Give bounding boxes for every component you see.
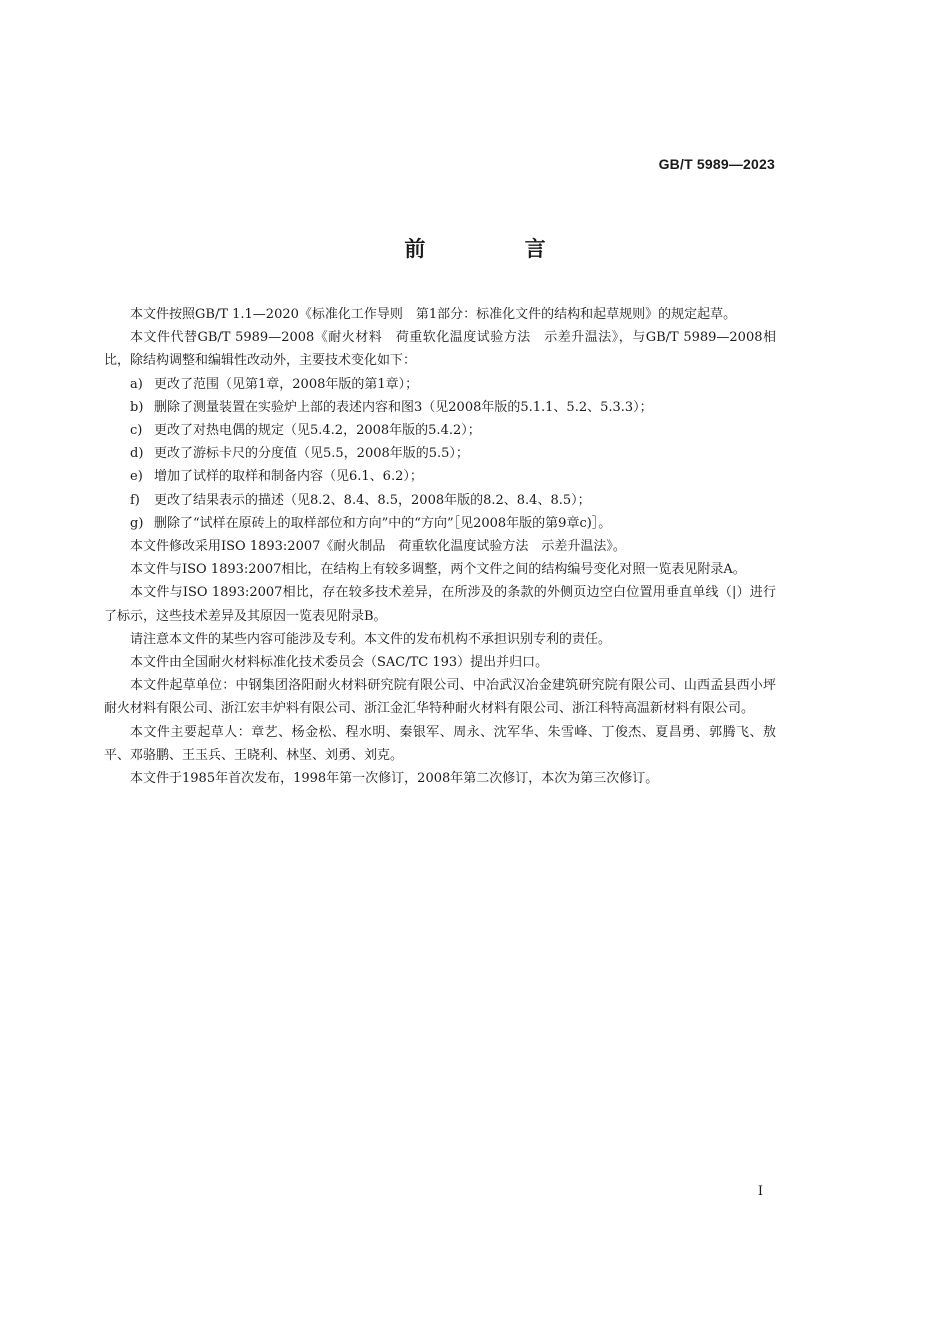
change-item bbox=[104, 373, 776, 396]
standard-code: GB/T 5989—2023 bbox=[658, 156, 775, 172]
change-item-text: 更改了范围（见第1章，2008年版的第1章）； bbox=[154, 376, 419, 392]
change-item-label: d) bbox=[130, 446, 144, 462]
change-item bbox=[104, 512, 776, 535]
change-item-label: c) bbox=[130, 423, 143, 439]
change-item-label: b) bbox=[130, 399, 144, 415]
paragraph-drafting-rules: 本文件按照GB/T 1.1—2020《标准化工作导则 第1部分：标准化文件的结构和起草规则》的规定起草。 bbox=[130, 307, 737, 322]
change-item bbox=[104, 396, 776, 419]
paragraph-drafters: 本文件主要起草人：章艺、杨金松、程水明、秦银军、周永、沈军华、朱雪峰、丁俊杰、夏昌勇、郭腾飞、敖平、邓骆鹏、王玉兵、王晓利、林坚、刘勇、刘克。 bbox=[104, 724, 776, 763]
change-item-text: 删除了“试样在原砖上的取样部位和方向”中的“方向”［见2008年版的第9章c)］。 bbox=[154, 515, 612, 531]
paragraph-patent-notice: 请注意本文件的某些内容可能涉及专利。本文件的发布机构不承担识别专利的责任。 bbox=[130, 631, 612, 647]
change-item-text: 更改了结果表示的描述（见8.2、8.4、8.5，2008年版的8.2、8.4、8.5）； bbox=[154, 492, 591, 508]
paragraph-iso-adoption: 本文件修改采用ISO 1893:2007《耐火制品 荷重软化温度试验方法 示差升温法》。 bbox=[130, 539, 626, 555]
paragraph-committee: 本文件由全国耐火材料标准化技术委员会（SAC/TC 193）提出并归口。 bbox=[130, 655, 549, 671]
paragraph-publication-history: 本文件于1985年首次发布，1998年第一次修订，2008年第二次修订，本次为第三次修订。 bbox=[130, 771, 659, 787]
change-item bbox=[104, 419, 776, 442]
paragraph-technical-differences: 本文件与ISO 1893:2007相比，存在较多技术差异，在所涉及的条款的外侧页边空白位置用垂直单线（|）进行了标示，这些技术差异及其原因一览表见附录B。 bbox=[104, 585, 776, 624]
change-item-text: 更改了游标卡尺的分度值（见5.5，2008年版的5.5）； bbox=[154, 446, 469, 462]
change-item bbox=[104, 465, 776, 488]
page-number: I bbox=[757, 1184, 763, 1199]
change-item-label: a) bbox=[130, 376, 143, 392]
change-item-text: 增加了试样的取样和制备内容（见6.1、6.2）； bbox=[154, 469, 423, 485]
change-item bbox=[104, 442, 776, 465]
change-item-label: f) bbox=[130, 492, 140, 508]
change-item-text: 删除了测量装置在实验炉上部的表述内容和图3（见2008年版的5.1.1、5.2、5.3.3）； bbox=[154, 399, 653, 415]
change-item-label: g) bbox=[130, 515, 144, 531]
page-title: 前 言 bbox=[404, 237, 592, 261]
change-item-text: 更改了对热电偶的规定（见5.4.2，2008年版的5.4.2）； bbox=[154, 423, 481, 439]
change-item bbox=[104, 489, 776, 512]
foreword-body bbox=[104, 303, 776, 790]
change-item-label: e) bbox=[130, 469, 143, 485]
paragraph-drafting-organizations: 本文件起草单位：中钢集团洛阳耐火材料研究院有限公司、中冶武汉冶金建筑研究院有限公司、山西孟县西小坪耐火材料有限公司、浙江宏丰炉料有限公司、浙江金汇华特种耐火材料有限公司、浙江科特高温新材料有限公司。 bbox=[104, 678, 776, 717]
paragraph-replacement: 本文件代替GB/T 5989—2008《耐火材料 荷重软化温度试验方法 示差升温法》，与GB/T 5989—2008相比，除结构调整和编辑性改动外，主要技术变化如下： bbox=[104, 330, 776, 369]
paragraph-structure-differences: 本文件与ISO 1893:2007相比，在结构上有较多调整，两个文件之间的结构编号变化对照一览表见附录A。 bbox=[130, 562, 746, 578]
